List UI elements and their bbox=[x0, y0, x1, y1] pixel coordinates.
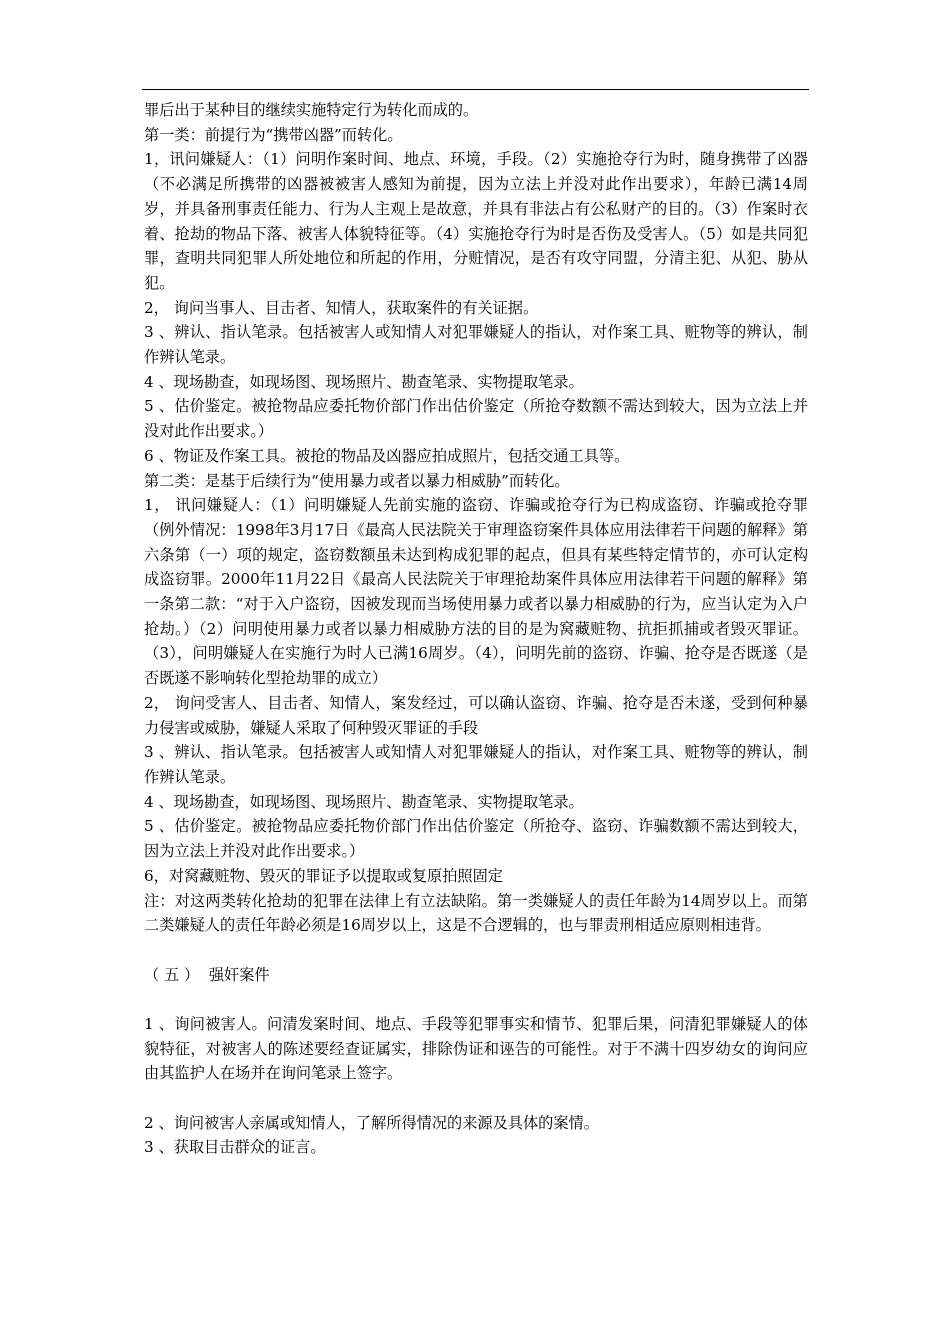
paragraph: 4 、现场勘查，如现场图、现场照片、勘查笔录、实物提取笔录。 bbox=[144, 372, 584, 391]
paragraph: 2， 询问受害人、目击者、知情人，案发经过，可以确认盗窃、诈骗、抢夺是否未遂，受到何种暴力侵害或威胁，嫌疑人采取了何种毁灭罪证的手段 bbox=[144, 693, 808, 737]
paragraph: 1 、询问被害人。问清发案时间、地点、手段等犯罪事实和情节、犯罪后果，问清犯罪嫌疑人的体貌特征，对被害人的陈述要经查证属实，排除伪证和诬告的可能性。对于不满十四岁幼女的询问应由其监护人在场并在询问笔录上签字。 bbox=[144, 1014, 808, 1083]
paragraph: 3 、辨认、指认笔录。包括被害人或知情人对犯罪嫌疑人的指认，对作案工具、赃物等的辨认，制作辨认笔录。 bbox=[144, 323, 808, 367]
paragraph: 2， 询问当事人、目击者、知情人，获取案件的有关证据。 bbox=[144, 298, 539, 317]
paragraph: 1， 讯问嫌疑人：（1）问明嫌疑人先前实施的盗窃、诈骗或抢夺行为已构成盗窃、诈骗或抢夺罪（例外情况：1998年3月17日《最高人民法院关于审理盗窃案件具体应用法律若干问题的解释》第六条第（一）项的规定，盗窃数额虽未达到构成犯罪的起点，但具有某些特定情节的，亦可认定构成盗窃罪。2000年11月22日《最高人民法院关于审理抢劫案件具体应用法律若干问题的解释》第一条第二款：“对于入户盗窃，因被发现而当场使用暴力或者以暴力相威胁的行为，应当认定为入户抢劫。）（2）问明使用暴力或者以暴力相威胁方法的目的是为窝藏赃物、抗拒抓捕或者毁灭罪证。（3），问明嫌疑人在实施行为时人已满16周岁。（4），问明先前的盗窃、诈骗、抢夺是否既遂（是否既遂不影响转化型抢劫罪的成立） bbox=[144, 496, 808, 688]
note-paragraph: 注：对这两类转化抢劫的犯罪在法律上有立法缺陷。第一类嫌疑人的责任年龄为14周岁以上。而第二类嫌疑人的责任年龄必须是16周岁以上，这是不合逻辑的，也与罪责刑相适应原则相违背。 bbox=[144, 891, 808, 935]
paragraph: 1，讯问嫌疑人：（1）问明作案时间、地点、环境，手段。（2）实施抢夺行为时，随身携带了凶器（不必满足所携带的凶器被被害人感知为前提，因为立法上并没对此作出要求），年龄已满14周岁，并具备刑事责任能力、行为人主观上是故意，并具有非法占有公私财产的目的。（3）作案时衣着、抢劫的物品下落、被害人体貌特征等。（4）实施抢夺行为时是否伤及受害人。（5）如是共同犯罪，查明共同犯罪人所处地位和所起的作用，分赃情况，是否有攻守同盟，分清主犯、从犯、胁从犯。 bbox=[144, 150, 808, 292]
paragraph: 3 、获取目击群众的证言。 bbox=[144, 1138, 326, 1157]
paragraph: 罪后出于某种目的继续实施特定行为转化而成的。 bbox=[144, 101, 479, 119]
category-heading: 第二类：是基于后续行为“使用暴力或者以暴力相威胁”而转化。 bbox=[144, 471, 570, 490]
document-body bbox=[144, 98, 808, 1160]
category-heading: 第一类：前提行为“携带凶器”而转化。 bbox=[144, 125, 403, 144]
section-heading: （ 五 ） 强奸案件 bbox=[144, 965, 270, 984]
paragraph: 5 、估价鉴定。被抢物品应委托物价部门作出估价鉴定（所抢夺、盗窃、诈骗数额不需达到较大，因为立法上并没对此作出要求。） bbox=[144, 817, 808, 861]
paragraph: 6，对窝藏赃物、毁灭的罪证予以提取或复原拍照固定 bbox=[144, 866, 503, 885]
header-rule bbox=[142, 89, 809, 90]
paragraph: 5 、估价鉴定。被抢物品应委托物价部门作出估价鉴定（所抢夺数额不需达到较大，因为立法上并没对此作出要求。） bbox=[144, 397, 808, 441]
paragraph: 3 、辨认、指认笔录。包括被害人或知情人对犯罪嫌疑人的指认，对作案工具、赃物等的辨认，制作辨认笔录。 bbox=[144, 743, 808, 786]
paragraph: 6 、物证及作案工具。被抢的物品及凶器应拍成照片，包括交通工具等。 bbox=[144, 446, 630, 465]
paragraph: 2 、询问被害人亲属或知情人，了解所得情况的来源及具体的案情。 bbox=[144, 1113, 599, 1132]
paragraph: 4 、现场勘查，如现场图、现场照片、勘查笔录、实物提取笔录。 bbox=[144, 792, 584, 811]
